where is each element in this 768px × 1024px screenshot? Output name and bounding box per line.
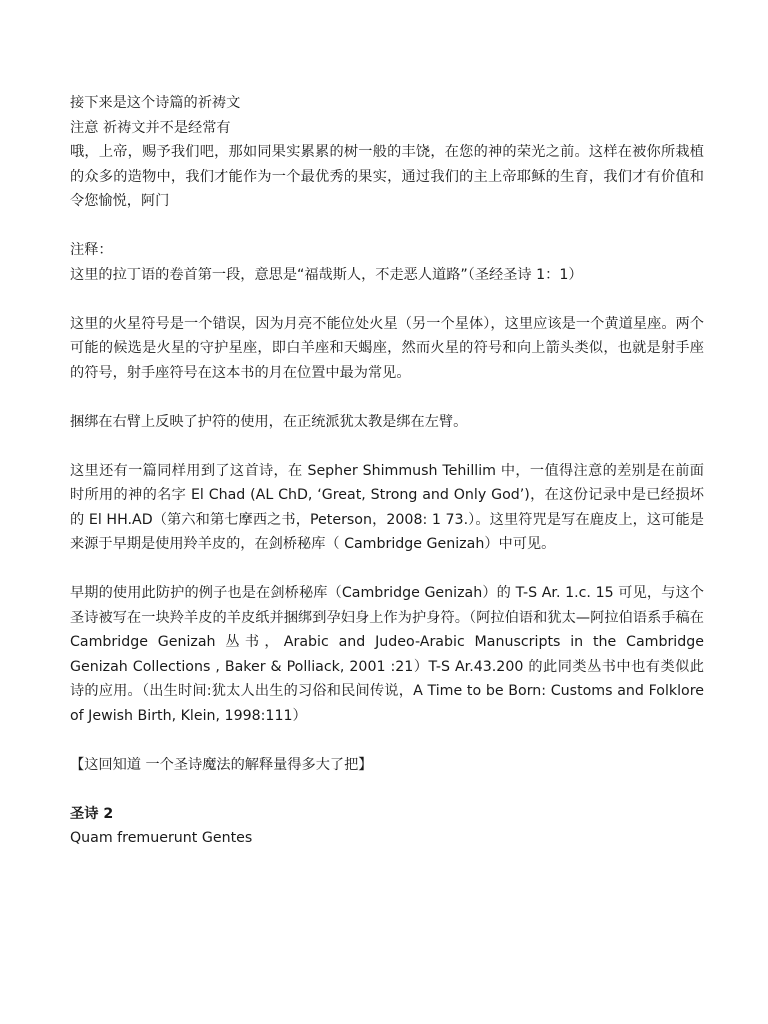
spacer xyxy=(70,434,704,459)
remark-line: 【这回知道 一个圣诗魔法的解释量得多大了把】 xyxy=(70,756,373,773)
spacer xyxy=(70,385,704,410)
annotation-paragraph-3: 捆绑在右臂上反映了护符的使用，在正统派犹太教是绑在左臂。 xyxy=(70,413,468,430)
psalm-latin-title: Quam fremuerunt Gentes xyxy=(70,830,253,846)
spacer xyxy=(70,777,704,802)
annotation-paragraph-5: 早期的使用此防护的例子也是在剑桥秘库（Cambridge Genizah）的 T-S Ar. 1.c. 15 可见，与这个圣诗被写在一块羚羊皮的羊皮纸并捆绑到孕妇身上作为护身符。（阿拉伯语和犹太—阿拉伯语系手稿在 Cambridge Genizah 丛书，Arabic and Judeo-Arabic Manuscripts in the Cambridge Genizah Collections , Baker & Polliack, 2001 :21）T-S Ar.43.200 的此同类丛书中也有类似此诗的应用。（出生时间:犹太人出生的习俗和民间传说，A Time to be Born: Customs and Folklore of Jewish Birth, Klein, 1998:111） xyxy=(70,585,704,724)
annotation-paragraph-1: 这里的拉丁语的卷首第一段，意思是“福哉斯人，不走恶人道路”（圣经圣诗 1：1） xyxy=(70,266,583,283)
psalm-heading: 圣诗 2 xyxy=(70,805,114,822)
spacer xyxy=(70,728,704,753)
annotation-paragraph-4: 这里还有一篇同样用到了这首诗，在 Sepher Shimmush Tehillim 中，一值得注意的差别是在前面时所用的神的名字 El Chad (AL ChD, ‘Great, Strong and Only God’)，在这份记录中是已经损坏的 El HH.AD（第六和第七摩西之书，Peterson，2008: 1 73.）。这里符咒是写在鹿皮上，这可能是来源于早期是使用羚羊皮的，在剑桥秘库（ Cambridge Genizah）中可见。 xyxy=(70,462,704,552)
spacer xyxy=(70,214,704,239)
annotation-paragraph-2: 这里的火星符号是一个错误，因为月亮不能位处火星（另一个星体），这里应该是一个黄道星座。两个可能的候选是火星的守护星座，即白羊座和天蝎座，然而火星的符号和向上箭头类似，也就是射手座的符号，射手座符号在这本书的月在位置中最为常见。 xyxy=(70,315,704,381)
document-body xyxy=(70,91,704,851)
spacer xyxy=(70,287,704,312)
spacer xyxy=(70,557,704,582)
prayer-paragraph: 哦，上帝，赐予我们吧，那如同果实累累的树一般的丰饶，在您的神的荣光之前。这样在被你所栽植的众多的造物中，我们才能作为一个最优秀的果实，通过我们的主上帝耶稣的生育，我们才有价值和令您愉悦，阿门 xyxy=(70,144,704,209)
note-line: 注意 祈祷文并不是经常有 xyxy=(70,119,231,136)
annotation-label: 注释： xyxy=(70,242,113,258)
intro-line: 接下来是这个诗篇的祈祷文 xyxy=(70,95,241,111)
